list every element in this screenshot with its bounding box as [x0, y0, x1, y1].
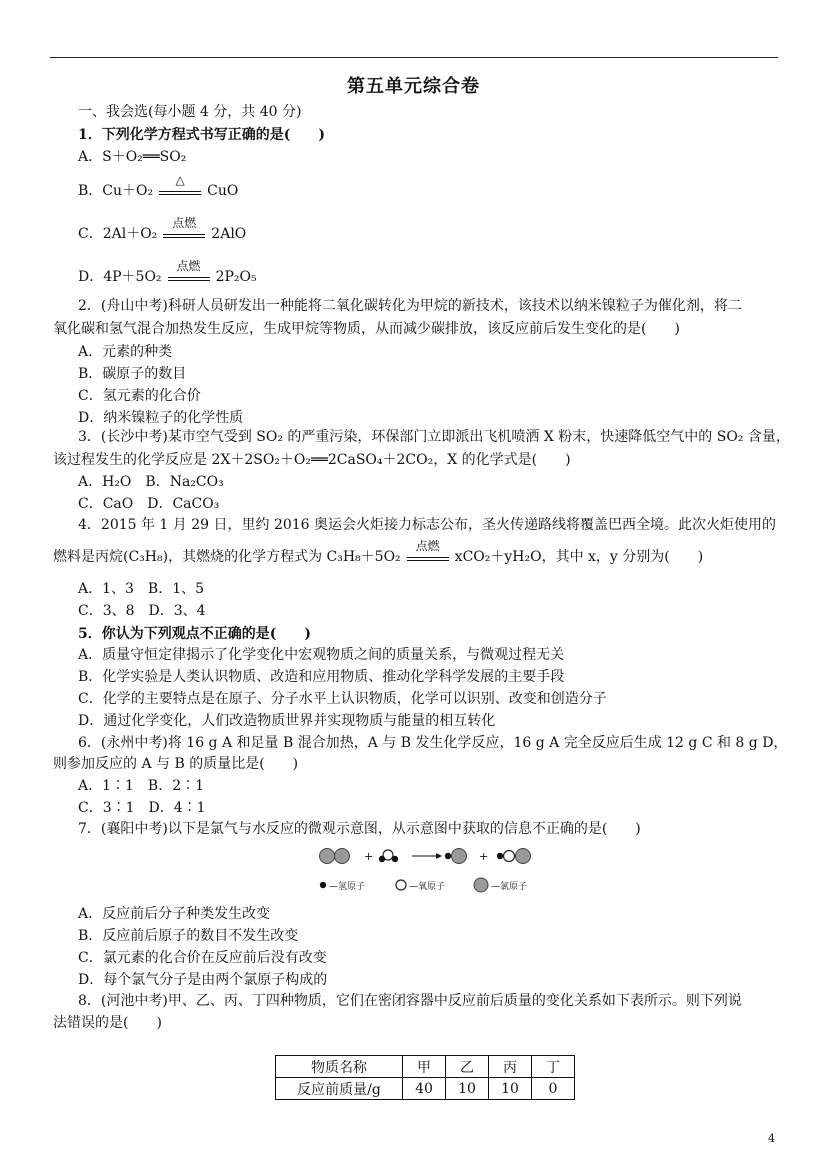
equation-left: D．4P＋5O₂	[78, 269, 162, 285]
hydrogen-atom-icon	[497, 853, 503, 859]
question-3-line-2: 该过程发生的化学反应是 2X＋2SO₂＋O₂══2CaSO₄＋2CO₂，X 的化学式是( )	[53, 452, 571, 468]
section-heading: 一、我会选(每小题 4 分，共 40 分)	[78, 104, 302, 120]
legend-oxygen-label: —氧原子	[409, 882, 446, 892]
heat-symbol: △	[175, 173, 185, 187]
legend-chlorine-icon	[474, 878, 488, 892]
question-6-options-ab: A．1∶1 B．2∶1	[78, 778, 205, 794]
question-5-stem: 5．你认为下列观点不正确的是( )	[78, 626, 311, 642]
question-3-line-1: 3．(长沙中考)某市空气受到 SO₂ 的严重污染，环保部门立即派出飞机喷洒 X 粉末，快速降低空气中的 SO₂ 含量，	[78, 429, 790, 445]
reaction-condition	[166, 259, 212, 286]
table-row	[276, 1056, 575, 1078]
question-1-option-a: A．S＋O₂══SO₂	[78, 149, 187, 165]
equation-right: xCO₂＋yH₂O，其中 x，y 分别为( )	[454, 549, 704, 565]
chlorine-atom-icon	[335, 849, 350, 864]
question-7-stem: 7．(襄阳中考)以下是氯气与水反应的微观示意图，从示意图中获取的信息不正确的是( )	[78, 821, 641, 837]
legend-hydrogen-label: —氢原子	[329, 882, 366, 892]
question-1-option-d	[78, 259, 257, 286]
question-5-option-c: C．化学的主要特点是在原子、分子水平上认识物质，化学可以识别、改变和创造分子	[78, 691, 607, 707]
question-7-option-d: D．每个氯气分子是由两个氯原子构成的	[78, 972, 328, 988]
table-cell: 10	[489, 1078, 532, 1100]
ignite-label: 点燃	[176, 259, 201, 273]
reaction-diagram	[318, 846, 543, 896]
question-7-option-c: C．氯元素的化合价在反应前后没有改变	[78, 950, 327, 966]
question-2-line-2: 氧化碳和氢气混合加热发生反应，生成甲烷等物质，从而减少碳排放，该反应前后发生变化的是( )	[53, 321, 680, 337]
question-7-option-a: A．反应前后分子种类发生改变	[78, 906, 271, 922]
question-8-line-2: 法错误的是( )	[53, 1015, 162, 1031]
question-4-line-2	[53, 539, 704, 566]
chlorine-atom-icon	[516, 849, 531, 864]
legend-oxygen-icon	[396, 880, 406, 890]
plus-sign-icon: +	[364, 850, 374, 863]
table-row	[276, 1078, 575, 1100]
question-1-option-b	[78, 173, 239, 200]
question-3-options-ab: A．H₂O B．Na₂CO₃	[78, 474, 224, 490]
table-cell: 10	[446, 1078, 489, 1100]
table-header-cell: 丙	[489, 1056, 532, 1078]
table-header-cell: 乙	[446, 1056, 489, 1078]
plus-sign-icon: +	[479, 850, 489, 863]
question-5-option-a: A．质量守恒定律揭示了化学变化中宏观物质之间的质量关系，与微观过程无关	[78, 647, 565, 663]
table-header-cell: 丁	[532, 1056, 575, 1078]
question-5-option-d: D．通过化学变化，人们改造物质世界并实现物质与能量的相互转化	[78, 713, 496, 729]
oxygen-atom-icon	[504, 851, 515, 862]
table-cell: 反应前质量/g	[276, 1078, 403, 1100]
equation-left: 燃料是丙烷(C₃H₈)，其燃烧的化学方程式为 C₃H₈＋5O₂	[53, 549, 401, 565]
table-cell: 0	[532, 1078, 575, 1100]
hydrogen-atom-icon	[379, 856, 385, 862]
reaction-condition	[405, 539, 451, 566]
header-rule	[50, 57, 778, 58]
question-5-option-b: B．化学实验是人类认识物质、改造和应用物质、推动化学科学发展的主要手段	[78, 669, 565, 685]
equation-right: CuO	[207, 183, 239, 199]
legend-chlorine-label: —氯原子	[491, 882, 528, 892]
chlorine-atom-icon	[320, 849, 335, 864]
question-6-line-2: 则参加反应的 A 与 B 的质量比是( )	[53, 756, 299, 772]
mass-table	[275, 1055, 575, 1100]
page-title: 第五单元综合卷	[347, 76, 480, 97]
reaction-condition	[157, 173, 203, 200]
question-6-line-1: 6．(永州中考)将 16 g A 和足量 B 混合加热，A 与 B 发生化学反应，16 g A 完全反应后生成 12 g C 和 8 g D，	[78, 735, 788, 751]
equation-right: 2P₂O₅	[215, 269, 257, 285]
question-6-options-cd: C．3∶1 D．4∶1	[78, 800, 206, 816]
table-header-cell: 物质名称	[276, 1056, 403, 1078]
equation-left: C．2Al＋O₂	[78, 226, 158, 242]
hydrogen-atom-icon	[392, 856, 398, 862]
question-3-options-cd: C．CaO D．CaCO₃	[78, 496, 220, 512]
question-8-line-1: 8．(河池中考)甲、乙、丙、丁四种物质，它们在密闭容器中反应前后质量的变化关系如下表所示。则下列说	[78, 993, 742, 1009]
equation-right: 2AlO	[211, 226, 247, 242]
question-4-options-cd: C．3、8 D．3、4	[78, 603, 206, 619]
chlorine-atom-icon	[452, 849, 467, 864]
question-2-option-d: D．纳米镍粒子的化学性质	[78, 410, 244, 426]
table-header-cell: 甲	[403, 1056, 446, 1078]
hydrogen-atom-icon	[445, 853, 451, 859]
question-7-option-b: B．反应前后原子的数目不发生改变	[78, 928, 299, 944]
ignite-label: 点燃	[172, 216, 197, 230]
page-number: 4	[768, 1132, 775, 1145]
arrowhead-icon	[436, 853, 442, 859]
question-2-option-a: A．元素的种类	[78, 344, 173, 360]
legend-hydrogen-icon	[320, 882, 326, 888]
question-1-stem: 1．下列化学方程式书写正确的是( )	[78, 127, 325, 143]
question-2-option-c: C．氢元素的化合价	[78, 388, 201, 404]
equation-left: B．Cu＋O₂	[78, 183, 154, 199]
question-4-line-1: 4．2015 年 1 月 29 日，里约 2016 奥运会火炬接力标志公布，圣火传递路线将覆盖巴西全境。此次火炬使用的	[78, 517, 777, 533]
question-4-options-ab: A．1、3 B．1、5	[78, 581, 205, 597]
reaction-condition	[161, 216, 207, 243]
ignite-label: 点燃	[415, 539, 440, 553]
table-cell: 40	[403, 1078, 446, 1100]
question-2-option-b: B．碳原子的数目	[78, 366, 187, 382]
question-2-line-1: 2．(舟山中考)科研人员研发出一种能将二氧化碳转化为甲烷的新技术，该技术以纳米镍粒子为催化剂，将二	[78, 298, 742, 314]
question-1-option-c	[78, 216, 247, 243]
